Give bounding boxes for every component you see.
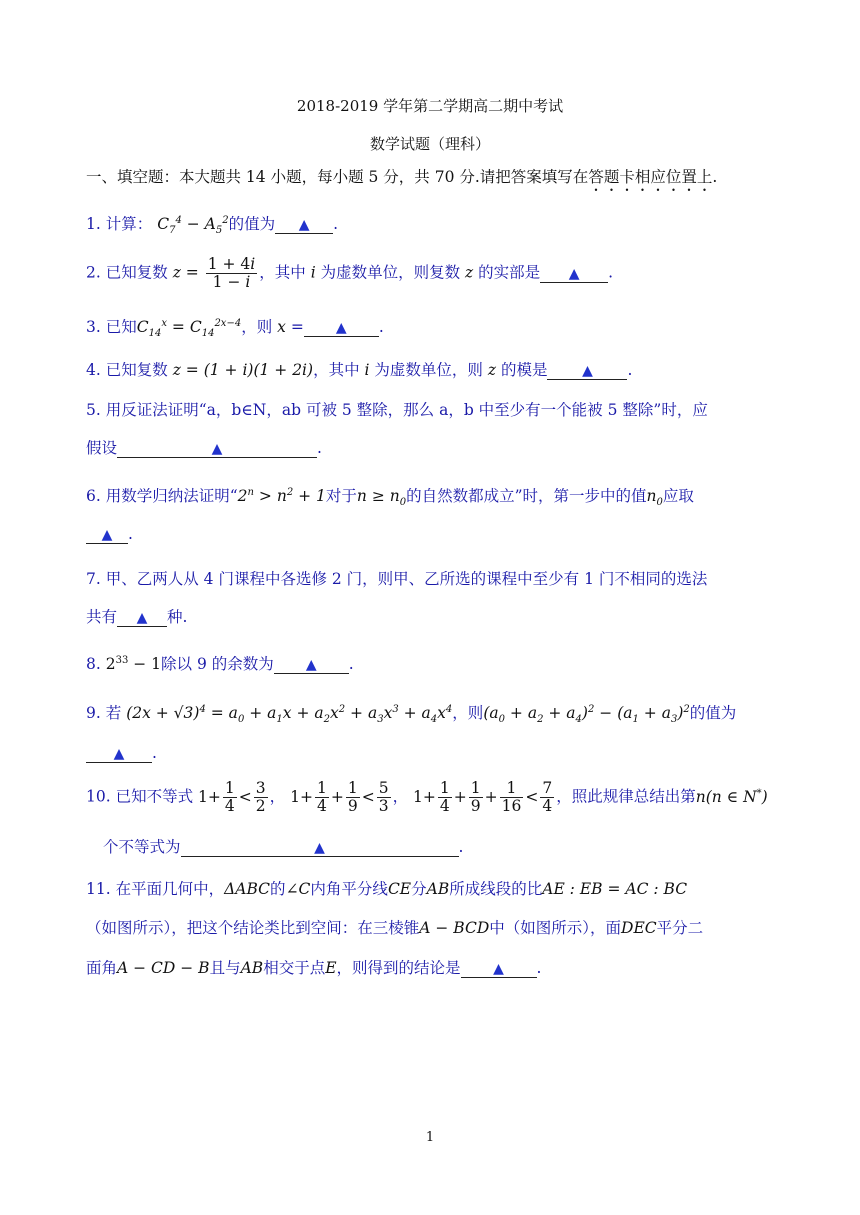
answer-blank: ▲: [181, 839, 459, 857]
page-number: 1: [425, 1130, 435, 1145]
q10-inequality-2: 1+ $\frac{1}{4}$ + $\frac{1}{9}$ < $\frac{5}{3}$: [290, 779, 389, 816]
answer-blank: ▲: [304, 319, 379, 337]
question-10-line2: 个不等式为 ▲ .: [103, 838, 464, 856]
q9-formula: $(2x + √3)^4 = a_0 + a_1x + a_2x^2 + a_3x^3 + a_4x^4$: [126, 703, 453, 726]
answer-blank: ▲: [547, 362, 627, 380]
q9-expression: $(a_0 + a_2 + a_4)^2 - (a_1 + a_3)^2$: [483, 703, 690, 726]
answer-blank: ▲: [86, 526, 128, 544]
question-7-line2: 共有 ▲ 种.: [86, 608, 188, 626]
question-1: 1. 计算： $C_7^4 - A_5^2$的值为 ▲ .: [86, 214, 339, 237]
question-11: 11. 在平面几何中，ΔABC的∠C内角平分线CE分AB所成线段的比AE : EB = AC : BC: [86, 880, 688, 898]
question-10: 10. 已知不等式 1+ $\frac{1}{4}$ < $\frac{3}{2}$ ， 1+ $\frac{1}{4}$ + $\frac{1}{9}$ < $\frac{5}{3}$ ， 1+ $\frac{1}{4}$ + $\frac{1}{9}$ + $\frac{1}{16}$ < $\frac{7}{4}$ ，照此规律总结出第n(n ∈ N*): [86, 779, 768, 816]
question-6-line2: ▲ .: [86, 525, 133, 544]
section-heading: [86, 165, 717, 195]
answer-blank: ▲: [274, 656, 349, 674]
q8-formula: $2^{33} - 1$: [105, 654, 162, 673]
question-6: 6. 用数学归纳法证明“$2^n > n^2 + 1$对于$n \ge n_0$的自然数都成立”时，第一步中的值$n_0$应取: [86, 486, 694, 509]
q3-formula: $C_{14}^x = C_{14}^{2x-4}$: [136, 317, 242, 340]
q10-inequality-3: 1+ $\frac{1}{4}$ + $\frac{1}{9}$ + $\frac{1}{16}$ < $\frac{7}{4}$: [413, 779, 553, 816]
q2-formula: z =: [172, 263, 199, 282]
exam-subtitle: 数学试题（理科）: [369, 135, 490, 153]
question-8: 8. $2^{33} - 1$除以 9 的余数为 ▲ .: [86, 654, 354, 673]
section-end: .: [712, 168, 718, 186]
question-2: 2. 已知复数 z = $\frac{1 + 4i}{1 - i}$ ，其中 i 为虚数单位，则复数 z 的实部是 ▲ .: [86, 255, 614, 292]
section-emphasis: 答题卡相应位置上: [588, 168, 713, 186]
answer-blank: ▲: [275, 216, 333, 234]
q2-fraction: $\frac{1 + 4i}{1 - i}$: [207, 255, 256, 292]
question-11-line2: （如图所示），把这个结论类比到空间：在三棱锥A − BCD中（如图所示），面DEC平分二: [86, 919, 704, 937]
q10-inequality-1: 1+ $\frac{1}{4}$ < $\frac{3}{2}$: [198, 779, 266, 816]
q1-formula: $C_7^4 - A_5^2$: [157, 214, 229, 237]
exam-title: 2018-2019 学年第二学期高二期中考试: [296, 97, 564, 115]
answer-blank: ▲: [117, 440, 317, 458]
question-3: 3. 已知$C_{14}^x = C_{14}^{2x-4}$，则 x = ▲ .: [86, 317, 384, 340]
answer-blank: ▲: [540, 265, 608, 283]
question-9: 9. 若 $(2x + √3)^4 = a_0 + a_1x + a_2x^2 + a_3x^3 + a_4x^4$，则$(a_0 + a_2 + a_4)^2 - (a_1 + a_3)^2$的值为: [86, 703, 737, 726]
q4-formula: z = (1 + i)(1 + 2i): [172, 361, 314, 379]
answer-blank: ▲: [117, 609, 167, 627]
section-intro: 一、填空题：本大题共 14 小题，每小题 5 分，共 70 分.请把答案填写在: [86, 168, 589, 186]
question-5: 5. 用反证法证明“a，b∈N，ab 可被 5 整除，那么 a，b 中至少有一个能被 5 整除”时，应: [86, 401, 708, 419]
answer-blank: ▲: [461, 960, 537, 978]
question-4: 4. 已知复数 z = (1 + i)(1 + 2i)，其中 i 为虚数单位，则 z 的模是 ▲ .: [86, 361, 633, 379]
question-11-line3: 面角A − CD − B且与AB相交于点E，则得到的结论是 ▲ .: [86, 959, 542, 977]
question-9-line2: ▲ .: [86, 744, 157, 763]
question-7: 7. 甲、乙两人从 4 门课程中各选修 2 门，则甲、乙所选的课程中至少有 1 门不相同的选法: [86, 570, 708, 588]
q6-formula: $2^n > n^2 + 1$: [237, 486, 326, 505]
answer-blank: ▲: [86, 745, 152, 763]
question-5-line2: 假设 ▲ .: [86, 439, 322, 457]
